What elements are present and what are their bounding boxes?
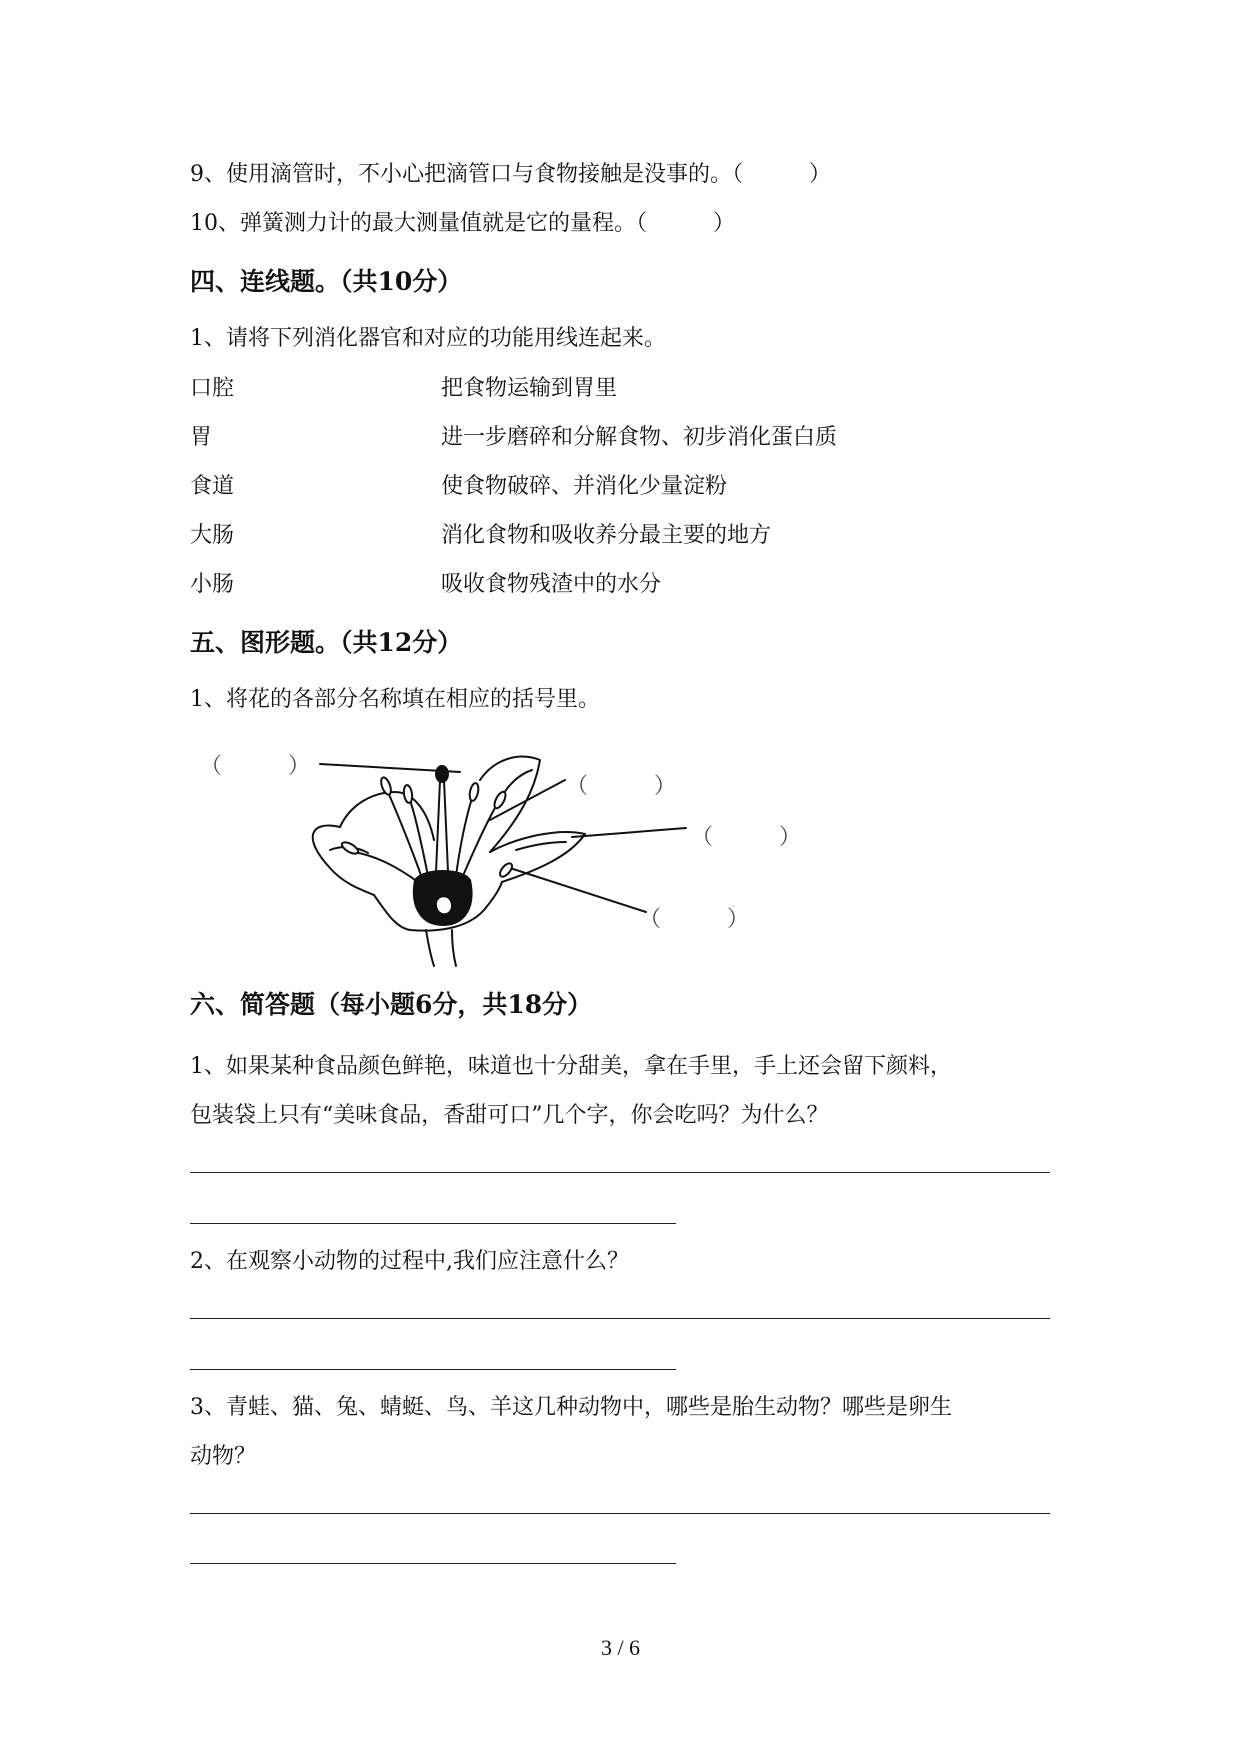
blank-label-4[interactable]: （ ） (639, 907, 750, 932)
pistil-style (436, 780, 448, 872)
petal-left (313, 825, 374, 895)
answer-line[interactable] (190, 1318, 1050, 1319)
page-number: 3 / 6 (600, 1635, 641, 1660)
blank-label-2[interactable]: （ ） (566, 774, 677, 799)
petal-right-vein (516, 842, 566, 850)
anther-3 (468, 782, 480, 801)
blank-label-1[interactable]: （ ） (200, 754, 311, 779)
anther-5 (340, 840, 360, 856)
function-4: 消化食物和吸收养分最主要的地方 (441, 523, 772, 548)
function-5: 吸收食物残渣中的水分 (441, 572, 662, 597)
section6-q3-line2: 动物？ (190, 1444, 257, 1469)
organ-esophagus: 食道 (190, 474, 235, 499)
answer-line[interactable] (190, 1172, 1050, 1173)
flower-diagram (190, 740, 750, 970)
stamen-filament-1 (388, 792, 422, 878)
organ-mouth: 口腔 (190, 376, 235, 401)
anther-4 (492, 790, 508, 810)
anther-2 (403, 785, 413, 804)
answer-line[interactable] (190, 1223, 676, 1224)
organ-large-intestine: 大肠 (190, 523, 235, 548)
stamen-filament-2 (410, 800, 428, 876)
answer-line[interactable] (190, 1369, 676, 1370)
leader-line-ovule (510, 868, 646, 912)
ovule (436, 896, 452, 914)
section5-heading: 五、图形题。（共12分） (190, 628, 463, 657)
anther-6 (498, 861, 514, 878)
section6-q1-line2: 包装袋上只有“美味食品，香甜可口”几个字，你会吃吗？为什么？ (190, 1103, 829, 1128)
section4-heading: 四、连线题。（共10分） (190, 267, 463, 296)
section4-question: 1、请将下列消化器官和对应的功能用线连起来。 (190, 326, 666, 351)
stalk-left (426, 930, 434, 966)
organ-small-intestine: 小肠 (190, 572, 235, 597)
function-2: 进一步磨碎和分解食物、初步消化蛋白质 (441, 425, 838, 450)
answer-line[interactable] (190, 1513, 1050, 1514)
stalk-right (452, 930, 456, 966)
answer-line[interactable] (190, 1563, 676, 1564)
section5-question: 1、将花的各部分名称填在相应的括号里。 (190, 687, 600, 712)
tf-item-9: 9、使用滴管时，不小心把滴管口与食物接触是没事的。（ ） (190, 162, 831, 187)
petal-back-left (340, 792, 434, 840)
section6-q1-line1: 1、如果某种食品颜色鲜艳，味道也十分甜美，拿在手里，手上还会留下颜料， (190, 1054, 952, 1079)
section6-heading: 六、简答题（每小题6分，共18分） (190, 990, 593, 1019)
tf-item-10: 10、弹簧测力计的最大测量值就是它的量程。（ ） (190, 211, 735, 236)
stamen-filament-5 (354, 852, 418, 882)
blank-label-3[interactable]: （ ） (691, 825, 802, 850)
section6-q2: 2、在观察小动物的过程中,我们应注意什么？ (190, 1249, 629, 1274)
section6-q3-line1: 3、青蛙、猫、兔、蜻蜓、鸟、羊这几种动物中，哪些是胎生动物？哪些是卵生 (190, 1395, 952, 1420)
function-3: 使食物破碎、并消化少量淀粉 (441, 474, 728, 499)
pistil-stigma (436, 766, 448, 782)
organ-stomach: 胃 (190, 425, 213, 450)
function-1: 把食物运输到胃里 (441, 376, 618, 401)
stamen-filament-3 (456, 798, 472, 876)
leader-line-petal (572, 828, 686, 837)
